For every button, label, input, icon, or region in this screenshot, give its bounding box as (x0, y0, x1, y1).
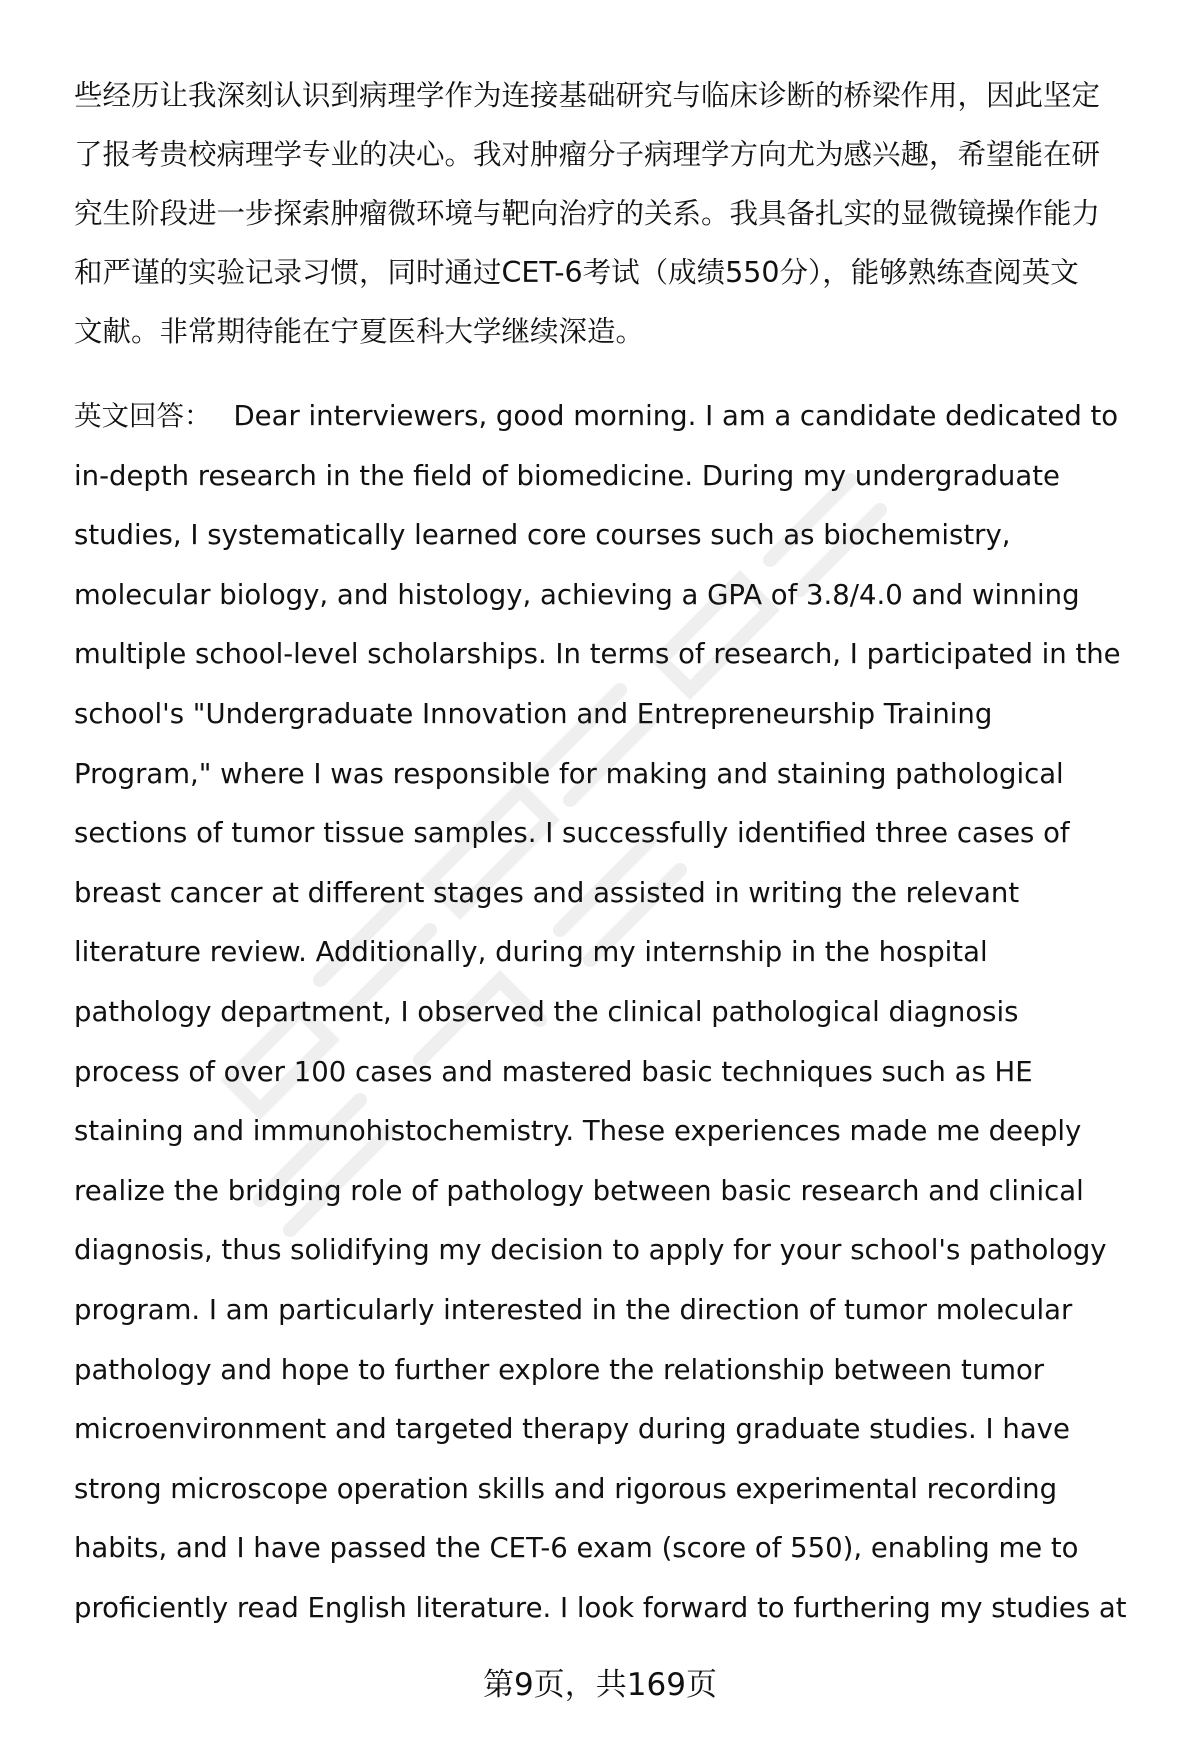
paragraph-line: program. I am particularly interested in the direction of tumor molecular (74, 1293, 1073, 1326)
page-number-footer: 第9页，共169页 (483, 1667, 717, 1703)
paragraph-line: staining and immunohistochemistry. These experiences made me deeply (74, 1115, 1082, 1148)
paragraph-line: sections of tumor tissue samples. I successfully identified three cases of (74, 817, 1070, 850)
chinese-answer-paragraph (74, 66, 1154, 361)
paragraph-line: pathology department, I observed the clinical pathological diagnosis (74, 995, 1019, 1028)
english-answer-paragraph (74, 387, 1154, 1638)
paragraph-line: school's "Undergraduate Innovation and Entrepreneurship Training (74, 697, 993, 730)
paragraph-line: realize the bridging role of pathology between basic research and clinical (74, 1174, 1084, 1207)
paragraph-line: 文献。非常期待能在宁夏医科大学继续深造。 (74, 315, 645, 348)
paragraph-line: 究生阶段进一步探索肿瘤微环境与靶向治疗的关系。我具备扎实的显微镜操作能力 (74, 197, 1101, 230)
paragraph-line: habits, and I have passed the CET-6 exam (score of 550), enabling me to (74, 1532, 1079, 1565)
paragraph-line: literature review. Additionally, during my internship in the hospital (74, 936, 988, 969)
paragraph-line: proficiently read English literature. I look forward to furthering my studies at (74, 1591, 1127, 1624)
paragraph-line (74, 387, 1154, 447)
paragraph-line: studies, I systematically learned core courses such as biochemistry, (74, 519, 1011, 552)
paragraph-line: pathology and hope to further explore the relationship between tumor (74, 1353, 1045, 1386)
paragraph-line: breast cancer at different stages and assisted in writing the relevant (74, 876, 1020, 909)
paragraph-line: microenvironment and targeted therapy during graduate studies. I have (74, 1413, 1070, 1446)
paragraph-line: molecular biology, and histology, achieving a GPA of 3.8/4.0 and winning (74, 578, 1080, 611)
paragraph-line: process of over 100 cases and mastered basic techniques such as HE (74, 1055, 1033, 1088)
paragraph-line: multiple school-level scholarships. In terms of research, I participated in the (74, 638, 1121, 671)
paragraph-line: 些经历让我深刻认识到病理学作为连接基础研究与临床诊断的桥梁作用，因此坚定 (74, 79, 1101, 112)
paragraph-line: diagnosis, thus solidifying my decision to apply for your school's pathology (74, 1234, 1107, 1267)
english-answer-label: 英文回答： (74, 400, 212, 432)
paragraph-line: in-depth research in the field of biomedicine. During my undergraduate (74, 459, 1060, 492)
paragraph-line: 和严谨的实验记录习惯，同时通过CET-6考试（成绩550分），能够熟练查阅英文 (74, 256, 1079, 289)
paragraph-line: strong microscope operation skills and rigorous experimental recording (74, 1472, 1058, 1505)
paragraph-line-text: Dear interviewers, good morning. I am a candidate dedicated to (233, 400, 1119, 432)
paragraph-line: 了报考贵校病理学专业的决心。我对肿瘤分子病理学方向尤为感兴趣，希望能在研 (74, 138, 1101, 171)
paragraph-line: Program," where I was responsible for making and staining pathological (74, 757, 1064, 790)
